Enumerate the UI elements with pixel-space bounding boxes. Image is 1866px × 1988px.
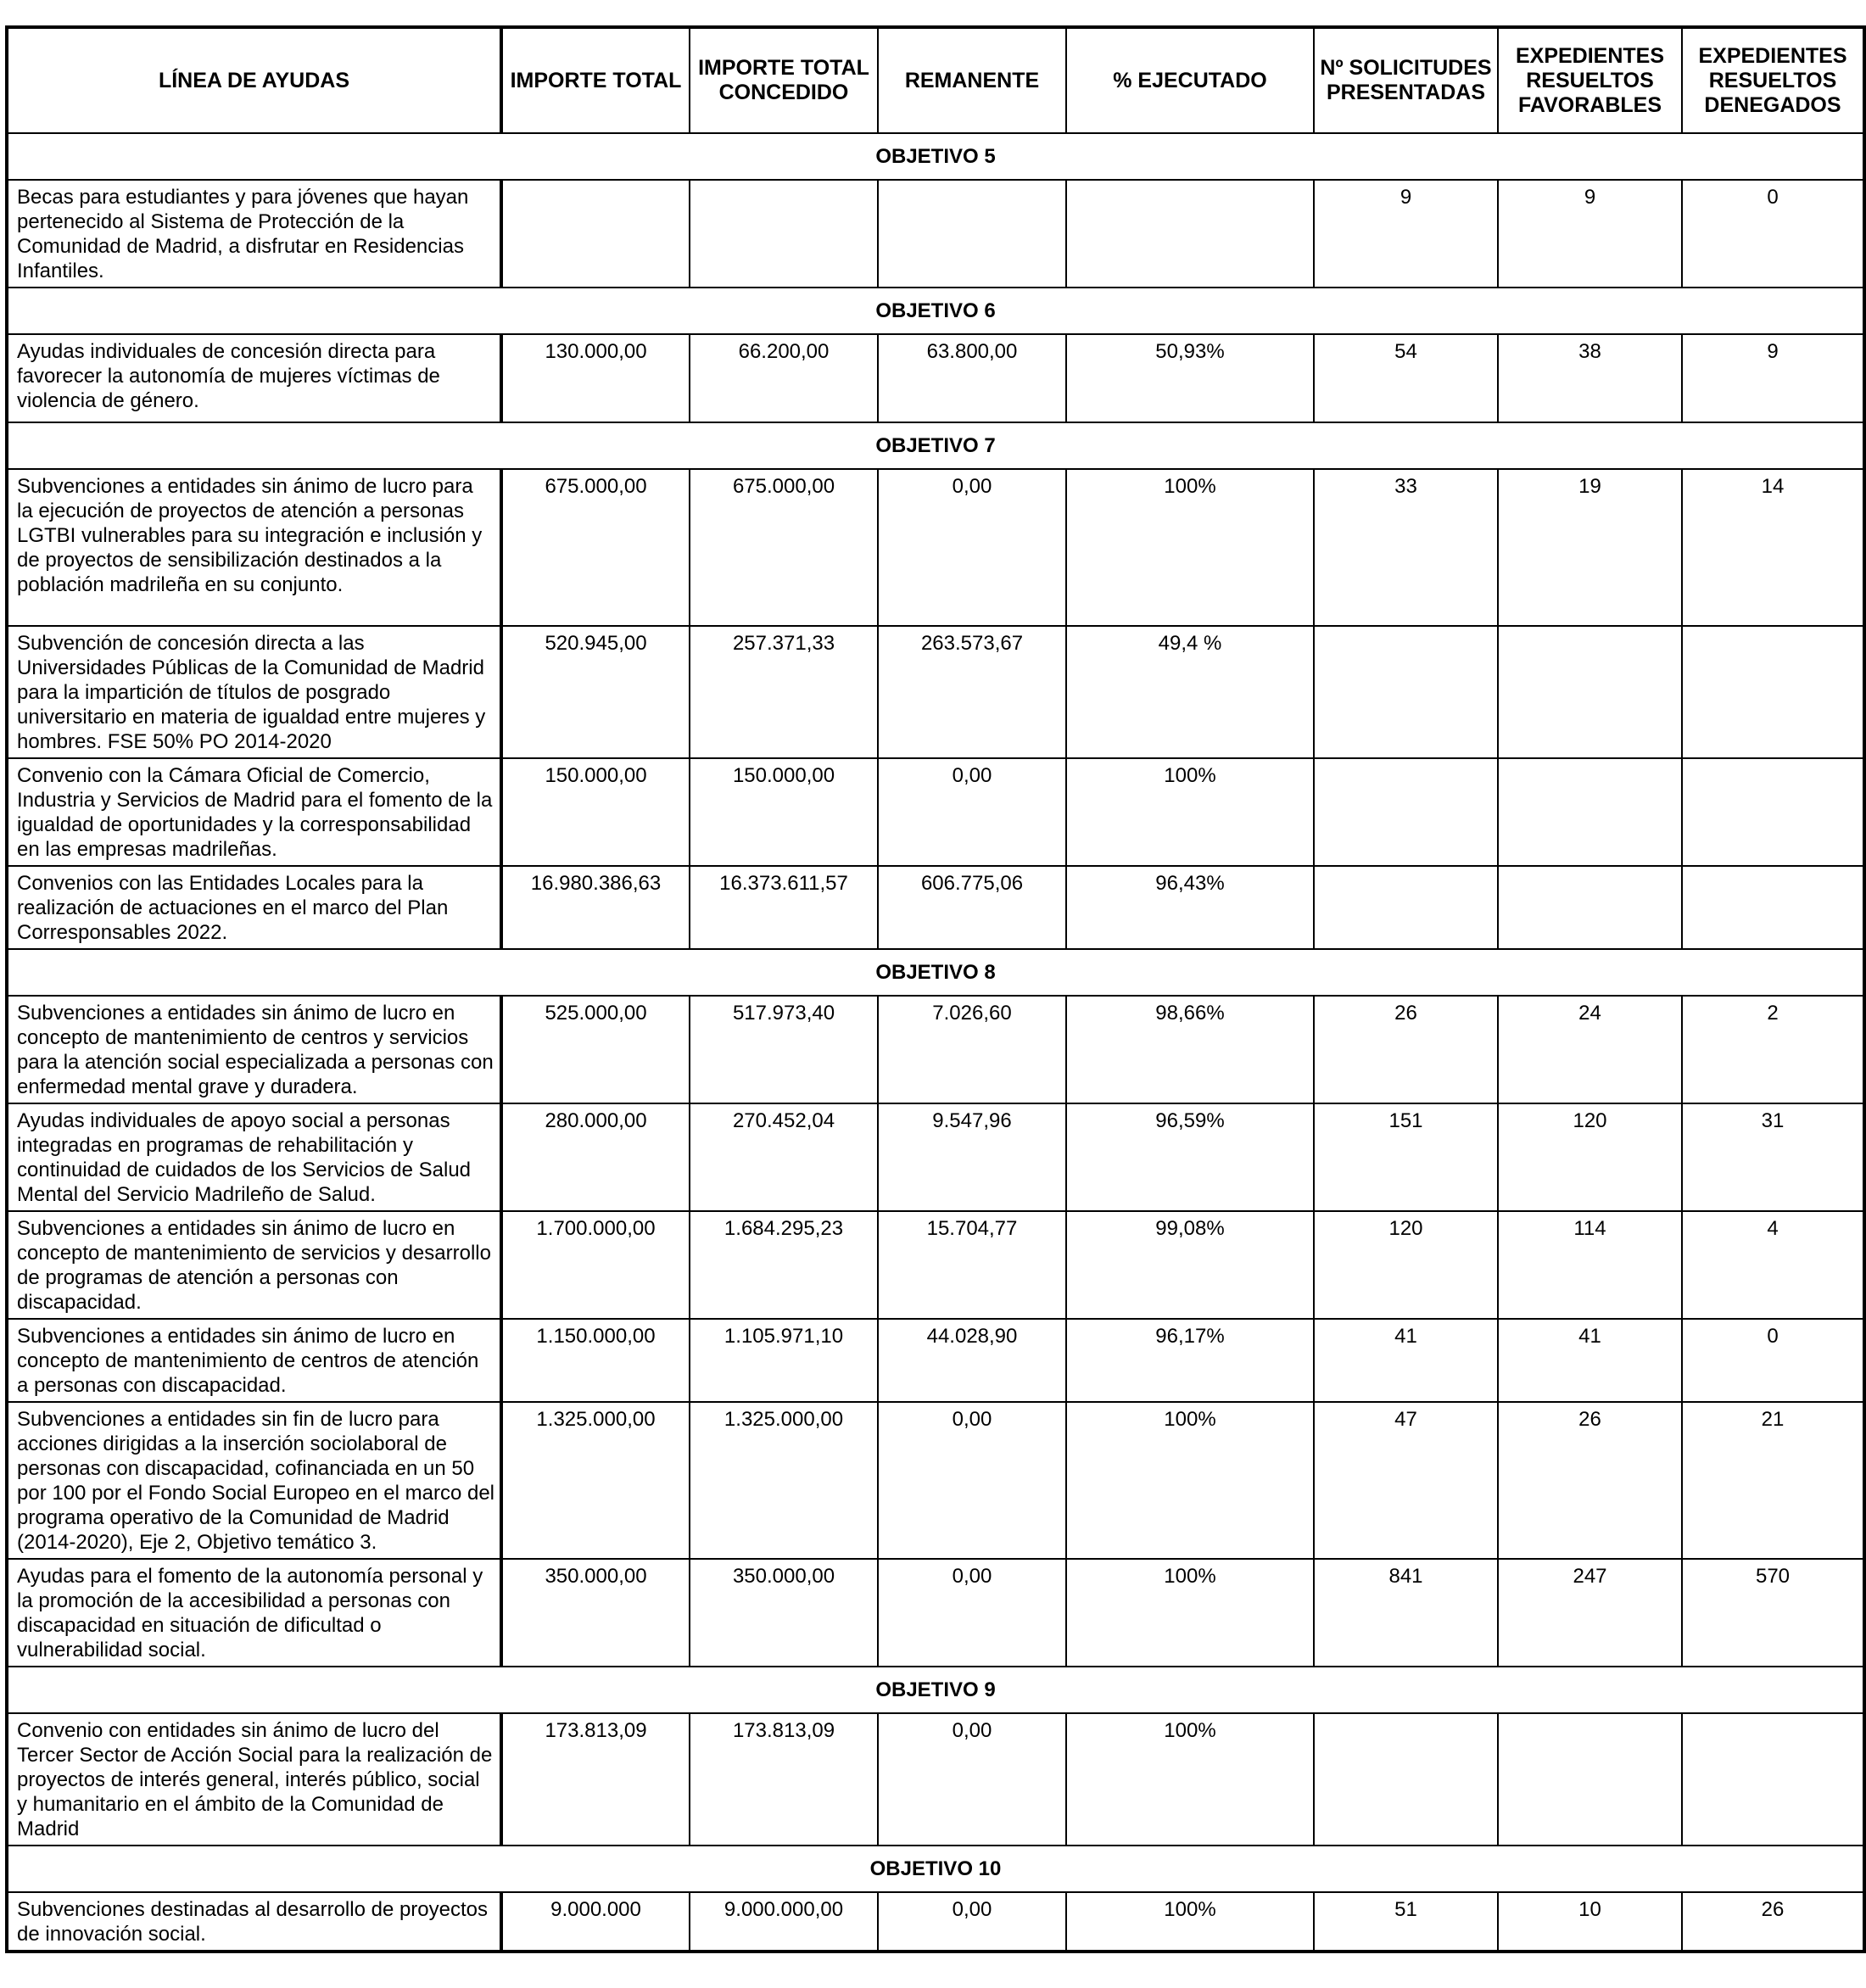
cell-remanente	[878, 180, 1066, 288]
cell-linea-de-ayudas: Subvenciones a entidades sin ánimo de lucro para la ejecución de proyectos de atención a personas LGTBI vulnerables para su integración e inclusión y de proyectos de sensibilización destinados a la población madrileña en su conjunto.	[7, 469, 501, 626]
cell-ejecutado: 49,4 %	[1066, 626, 1314, 758]
cell-expedientes-denegados: 9	[1682, 334, 1864, 422]
table-row	[7, 1211, 1864, 1319]
table-row	[7, 1559, 1864, 1667]
cell-importe-total: 1.150.000,00	[501, 1319, 690, 1402]
header-ejecutado: % EJECUTADO	[1066, 27, 1314, 133]
header-expedientes-denegados: EXPEDIENTES RESUELTOS DENEGADOS	[1682, 27, 1864, 133]
cell-importe-total-concedido: 1.325.000,00	[690, 1402, 878, 1559]
cell-importe-total: 1.700.000,00	[501, 1211, 690, 1319]
header-expedientes-favorables: EXPEDIENTES RESUELTOS FAVORABLES	[1498, 27, 1682, 133]
cell-solicitudes-presentadas	[1314, 758, 1498, 866]
cell-linea-de-ayudas: Ayudas para el fomento de la autonomía personal y la promoción de la accesibilidad a personas con discapacidad en situación de dificultad o vulnerabilidad social.	[7, 1559, 501, 1667]
cell-importe-total-concedido: 350.000,00	[690, 1559, 878, 1667]
cell-solicitudes-presentadas: 54	[1314, 334, 1498, 422]
cell-remanente: 0,00	[878, 758, 1066, 866]
cell-expedientes-denegados: 31	[1682, 1103, 1864, 1211]
table-row	[7, 1713, 1864, 1846]
cell-importe-total: 525.000,00	[501, 996, 690, 1103]
cell-linea-de-ayudas: Ayudas individuales de apoyo social a personas integradas en programas de rehabilitación y continuidad de cuidados de los Servicios de Salud Mental del Servicio Madrileño de Salud.	[7, 1103, 501, 1211]
cell-remanente: 63.800,00	[878, 334, 1066, 422]
cell-solicitudes-presentadas	[1314, 626, 1498, 758]
cell-importe-total-concedido	[690, 180, 878, 288]
cell-solicitudes-presentadas	[1314, 1713, 1498, 1846]
cell-expedientes-favorables: 26	[1498, 1402, 1682, 1559]
cell-expedientes-denegados: 4	[1682, 1211, 1864, 1319]
cell-expedientes-denegados: 0	[1682, 1319, 1864, 1402]
cell-ejecutado: 100%	[1066, 758, 1314, 866]
cell-remanente: 0,00	[878, 469, 1066, 626]
cell-expedientes-favorables: 247	[1498, 1559, 1682, 1667]
cell-importe-total: 1.325.000,00	[501, 1402, 690, 1559]
aid-lines-table-container	[5, 25, 1863, 1953]
cell-importe-total-concedido: 1.684.295,23	[690, 1211, 878, 1319]
cell-solicitudes-presentadas: 51	[1314, 1892, 1498, 1952]
cell-expedientes-denegados: 14	[1682, 469, 1864, 626]
cell-importe-total-concedido: 173.813,09	[690, 1713, 878, 1846]
cell-remanente: 263.573,67	[878, 626, 1066, 758]
cell-importe-total-concedido: 675.000,00	[690, 469, 878, 626]
section-title: OBJETIVO 9	[7, 1667, 1864, 1713]
cell-ejecutado: 96,43%	[1066, 866, 1314, 949]
table-row	[7, 758, 1864, 866]
table-row	[7, 866, 1864, 949]
cell-remanente: 606.775,06	[878, 866, 1066, 949]
cell-ejecutado: 50,93%	[1066, 334, 1314, 422]
cell-importe-total: 520.945,00	[501, 626, 690, 758]
cell-expedientes-denegados	[1682, 1713, 1864, 1846]
cell-solicitudes-presentadas: 47	[1314, 1402, 1498, 1559]
cell-importe-total: 280.000,00	[501, 1103, 690, 1211]
section-title: OBJETIVO 7	[7, 422, 1864, 469]
cell-solicitudes-presentadas: 9	[1314, 180, 1498, 288]
cell-importe-total-concedido: 66.200,00	[690, 334, 878, 422]
cell-importe-total	[501, 180, 690, 288]
cell-importe-total-concedido: 517.973,40	[690, 996, 878, 1103]
cell-solicitudes-presentadas: 33	[1314, 469, 1498, 626]
cell-remanente: 44.028,90	[878, 1319, 1066, 1402]
cell-ejecutado: 100%	[1066, 469, 1314, 626]
cell-importe-total: 173.813,09	[501, 1713, 690, 1846]
cell-expedientes-denegados: 2	[1682, 996, 1864, 1103]
table-row	[7, 180, 1864, 288]
cell-importe-total: 130.000,00	[501, 334, 690, 422]
cell-ejecutado: 100%	[1066, 1402, 1314, 1559]
table-row	[7, 1103, 1864, 1211]
table-row	[7, 469, 1864, 626]
table-row	[7, 1319, 1864, 1402]
header-row	[7, 27, 1864, 133]
cell-importe-total-concedido: 1.105.971,10	[690, 1319, 878, 1402]
cell-remanente: 0,00	[878, 1713, 1066, 1846]
cell-linea-de-ayudas: Subvenciones a entidades sin ánimo de lucro en concepto de mantenimiento de centros y servicios para la atención social especializada a personas con enfermedad mental grave y duradera.	[7, 996, 501, 1103]
cell-ejecutado: 96,59%	[1066, 1103, 1314, 1211]
section-title: OBJETIVO 10	[7, 1846, 1864, 1892]
cell-remanente: 9.547,96	[878, 1103, 1066, 1211]
cell-ejecutado: 100%	[1066, 1559, 1314, 1667]
cell-ejecutado	[1066, 180, 1314, 288]
cell-expedientes-favorables: 120	[1498, 1103, 1682, 1211]
cell-importe-total-concedido: 9.000.000,00	[690, 1892, 878, 1952]
cell-expedientes-denegados: 0	[1682, 180, 1864, 288]
cell-linea-de-ayudas: Convenio con la Cámara Oficial de Comercio, Industria y Servicios de Madrid para el fomento de la igualdad de oportunidades y la corresponsabilidad en las empresas madrileñas.	[7, 758, 501, 866]
header-importe-total-concedido: IMPORTE TOTAL CONCEDIDO	[690, 27, 878, 133]
cell-expedientes-favorables	[1498, 1713, 1682, 1846]
cell-expedientes-favorables: 9	[1498, 180, 1682, 288]
cell-linea-de-ayudas: Convenio con entidades sin ánimo de lucro del Tercer Sector de Acción Social para la realización de proyectos de interés general, interés público, social y humanitario en el ámbito de la Comunidad de Madrid	[7, 1713, 501, 1846]
cell-expedientes-denegados	[1682, 758, 1864, 866]
cell-importe-total: 350.000,00	[501, 1559, 690, 1667]
cell-solicitudes-presentadas: 841	[1314, 1559, 1498, 1667]
cell-importe-total: 9.000.000	[501, 1892, 690, 1952]
cell-linea-de-ayudas: Subvenciones destinadas al desarrollo de proyectos de innovación social.	[7, 1892, 501, 1952]
cell-expedientes-favorables	[1498, 866, 1682, 949]
cell-expedientes-favorables: 24	[1498, 996, 1682, 1103]
section-title: OBJETIVO 5	[7, 133, 1864, 180]
cell-ejecutado: 99,08%	[1066, 1211, 1314, 1319]
cell-linea-de-ayudas: Ayudas individuales de concesión directa para favorecer la autonomía de mujeres víctimas de violencia de género.	[7, 334, 501, 422]
cell-remanente: 15.704,77	[878, 1211, 1066, 1319]
cell-remanente: 0,00	[878, 1559, 1066, 1667]
cell-expedientes-denegados: 26	[1682, 1892, 1864, 1952]
cell-expedientes-denegados: 21	[1682, 1402, 1864, 1559]
cell-importe-total: 16.980.386,63	[501, 866, 690, 949]
cell-importe-total-concedido: 16.373.611,57	[690, 866, 878, 949]
section-header-row	[7, 1846, 1864, 1892]
section-header-row	[7, 288, 1864, 334]
cell-solicitudes-presentadas: 26	[1314, 996, 1498, 1103]
cell-importe-total-concedido: 150.000,00	[690, 758, 878, 866]
cell-expedientes-favorables: 114	[1498, 1211, 1682, 1319]
cell-expedientes-denegados	[1682, 866, 1864, 949]
cell-solicitudes-presentadas	[1314, 866, 1498, 949]
cell-expedientes-favorables	[1498, 626, 1682, 758]
header-solicitudes-presentadas: Nº SOLICITUDES PRESENTADAS	[1314, 27, 1498, 133]
aid-lines-table	[5, 25, 1866, 1953]
section-header-row	[7, 422, 1864, 469]
header-linea-de-ayudas: LÍNEA DE AYUDAS	[7, 27, 501, 133]
cell-linea-de-ayudas: Convenios con las Entidades Locales para la realización de actuaciones en el marco del Plan Corresponsables 2022.	[7, 866, 501, 949]
cell-linea-de-ayudas: Subvenciones a entidades sin ánimo de lucro en concepto de mantenimiento de servicios y desarrollo de programas de atención a personas con discapacidad.	[7, 1211, 501, 1319]
cell-importe-total-concedido: 270.452,04	[690, 1103, 878, 1211]
section-title: OBJETIVO 6	[7, 288, 1864, 334]
table-body	[7, 133, 1864, 1952]
cell-solicitudes-presentadas: 151	[1314, 1103, 1498, 1211]
table-row	[7, 1402, 1864, 1559]
cell-expedientes-favorables: 19	[1498, 469, 1682, 626]
cell-solicitudes-presentadas: 120	[1314, 1211, 1498, 1319]
section-header-row	[7, 133, 1864, 180]
cell-expedientes-favorables	[1498, 758, 1682, 866]
cell-remanente: 7.026,60	[878, 996, 1066, 1103]
cell-solicitudes-presentadas: 41	[1314, 1319, 1498, 1402]
section-title: OBJETIVO 8	[7, 949, 1864, 996]
cell-expedientes-denegados	[1682, 626, 1864, 758]
table-row	[7, 334, 1864, 422]
cell-ejecutado: 96,17%	[1066, 1319, 1314, 1402]
cell-expedientes-denegados: 570	[1682, 1559, 1864, 1667]
cell-remanente: 0,00	[878, 1892, 1066, 1952]
cell-importe-total: 675.000,00	[501, 469, 690, 626]
cell-importe-total-concedido: 257.371,33	[690, 626, 878, 758]
cell-linea-de-ayudas: Subvención de concesión directa a las Universidades Públicas de la Comunidad de Madrid para la impartición de títulos de posgrado universitario en materia de igualdad entre mujeres y hombres. FSE 50% PO 2014-2020	[7, 626, 501, 758]
section-header-row	[7, 1667, 1864, 1713]
cell-linea-de-ayudas: Subvenciones a entidades sin fin de lucro para acciones dirigidas a la inserción sociolaboral de personas con discapacidad, cofinanciada en un 50 por 100 por el Fondo Social Europeo en el marco del programa operativo de la Comunidad de Madrid (2014-2020), Eje 2, Objetivo temático 3.	[7, 1402, 501, 1559]
table-row	[7, 626, 1864, 758]
cell-ejecutado: 98,66%	[1066, 996, 1314, 1103]
table-row	[7, 1892, 1864, 1952]
cell-expedientes-favorables: 41	[1498, 1319, 1682, 1402]
cell-importe-total: 150.000,00	[501, 758, 690, 866]
cell-remanente: 0,00	[878, 1402, 1066, 1559]
header-remanente: REMANENTE	[878, 27, 1066, 133]
header-importe-total: IMPORTE TOTAL	[501, 27, 690, 133]
cell-expedientes-favorables: 10	[1498, 1892, 1682, 1952]
section-header-row	[7, 949, 1864, 996]
cell-ejecutado: 100%	[1066, 1713, 1314, 1846]
cell-linea-de-ayudas: Subvenciones a entidades sin ánimo de lucro en concepto de mantenimiento de centros de atención a personas con discapacidad.	[7, 1319, 501, 1402]
cell-linea-de-ayudas: Becas para estudiantes y para jóvenes que hayan pertenecido al Sistema de Protección de la Comunidad de Madrid, a disfrutar en Residencias Infantiles.	[7, 180, 501, 288]
cell-expedientes-favorables: 38	[1498, 334, 1682, 422]
cell-ejecutado: 100%	[1066, 1892, 1314, 1952]
table-row	[7, 996, 1864, 1103]
